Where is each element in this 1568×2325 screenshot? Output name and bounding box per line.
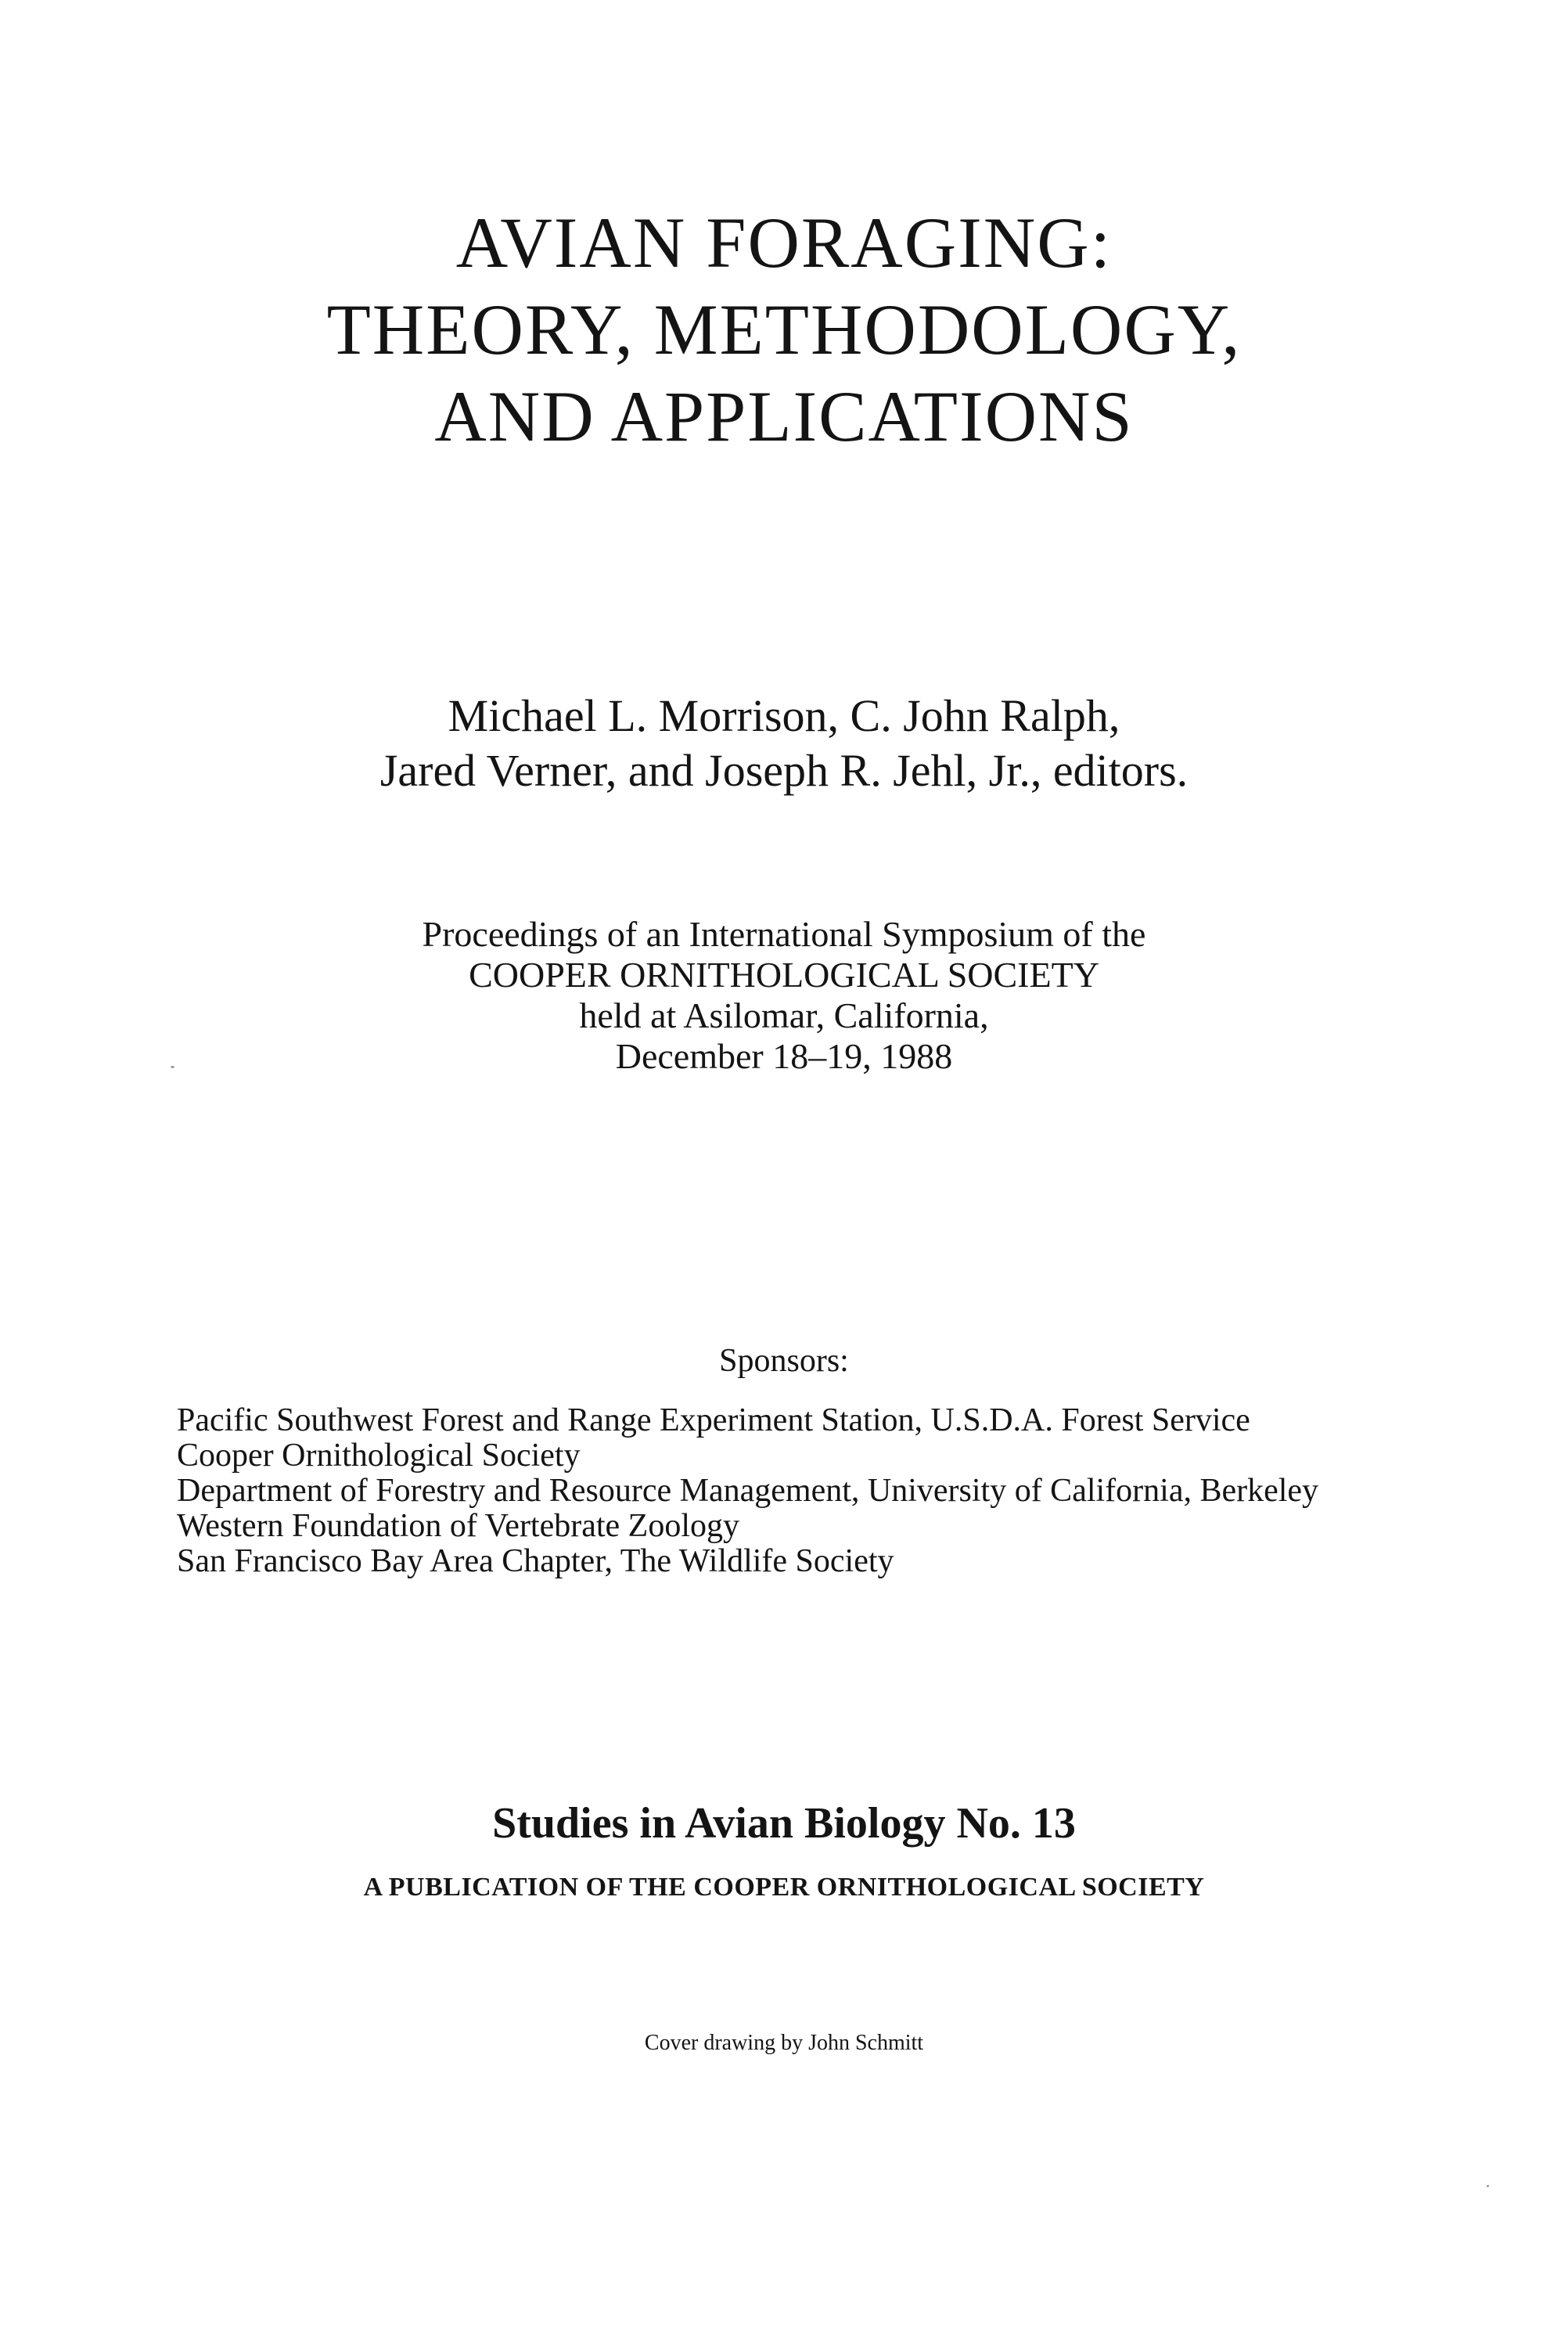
- sponsor-item: Cooper Ornithological Society: [177, 1438, 581, 1474]
- sponsor-item: Western Foundation of Vertebrate Zoology: [177, 1508, 740, 1544]
- editors-line-1: Michael L. Morrison, C. John Ralph,: [448, 690, 1120, 741]
- publication-line: A PUBLICATION OF THE COOPER ORNITHOLOGICAL SOCIETY: [363, 1873, 1205, 1902]
- proceedings-line-4: December 18–19, 1988: [615, 1036, 953, 1076]
- scan-speck: [171, 1066, 174, 1068]
- proceedings-line-1: Proceedings of an International Symposium of the: [422, 914, 1146, 954]
- sponsors-list: [177, 1403, 1318, 1579]
- proceedings-line-3: held at Asilomar, California,: [579, 995, 989, 1035]
- cover-credit: Cover drawing by John Schmitt: [644, 2031, 924, 2055]
- proceedings-statement: [0, 914, 1568, 1077]
- proceedings-line-2: COOPER ORNITHOLOGICAL SOCIETY: [469, 955, 1099, 995]
- sponsor-item: Pacific Southwest Forest and Range Experiment Station, U.S.D.A. Forest Service: [177, 1402, 1250, 1438]
- editors: [0, 689, 1568, 798]
- book-title: [0, 200, 1568, 460]
- scan-speck: [1487, 2185, 1489, 2187]
- title-line-3: AND APPLICATIONS: [434, 376, 1134, 456]
- editors-line-2: Jared Verner, and Joseph R. Jehl, Jr., editors.: [379, 745, 1189, 796]
- sponsor-item: San Francisco Bay Area Chapter, The Wildlife Society: [177, 1543, 894, 1579]
- series-title: Studies in Avian Biology No. 13: [492, 1799, 1076, 1848]
- title-line-2: THEORY, METHODOLOGY,: [326, 290, 1242, 369]
- sponsor-item: Department of Forestry and Resource Management, University of California, Berkeley: [177, 1473, 1319, 1509]
- title-line-1: AVIAN FORAGING:: [455, 203, 1113, 283]
- sponsors-heading: Sponsors:: [719, 1343, 849, 1379]
